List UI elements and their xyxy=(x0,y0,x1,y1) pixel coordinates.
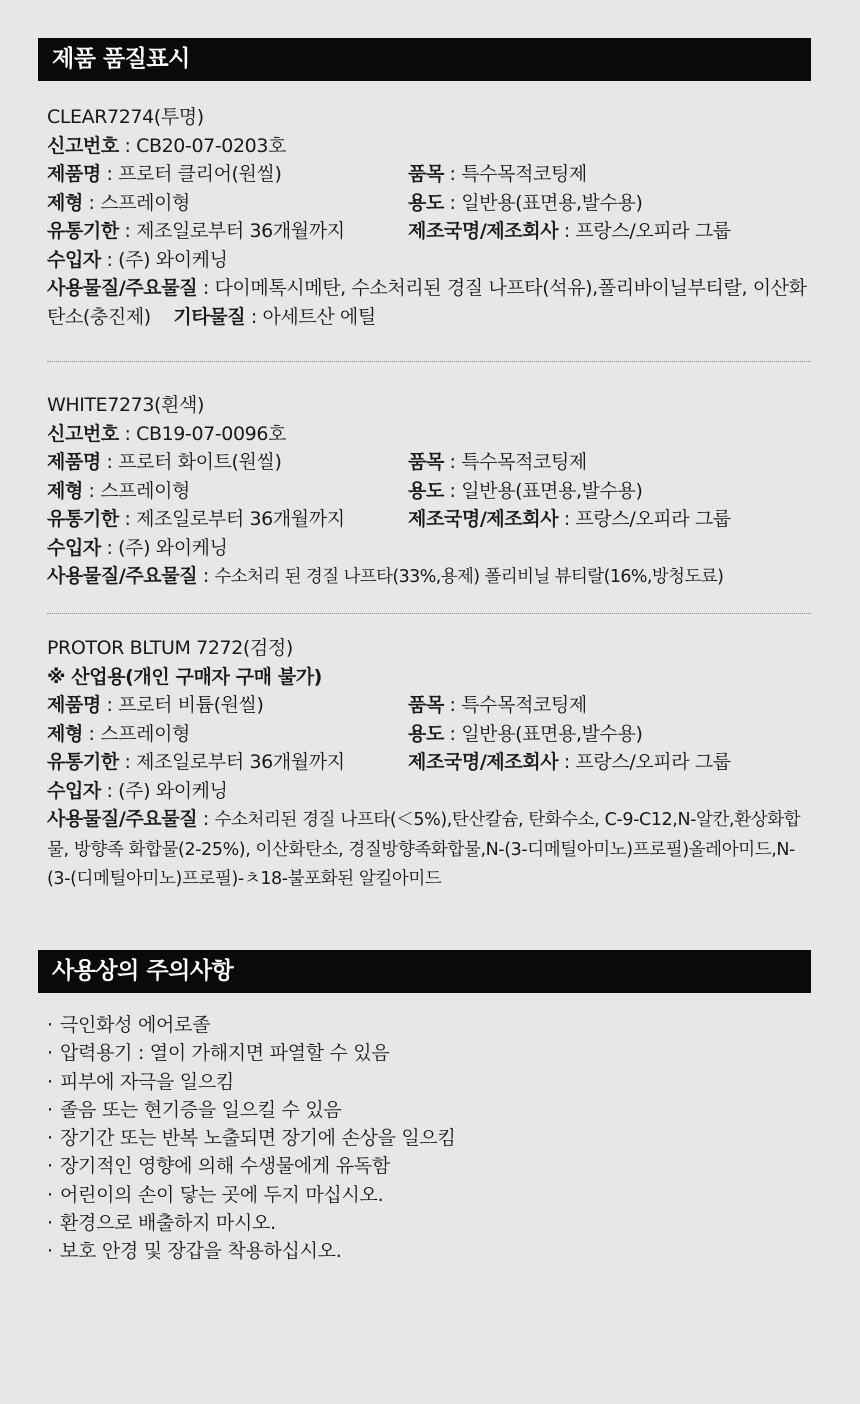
list-item: · 보호 안경 및 장갑을 착용하십시오. xyxy=(47,1240,342,1263)
report-number-line: 신고번호 : CB19-07-0096호 xyxy=(47,422,286,445)
importer-value: (주) 와이케닝 xyxy=(118,779,228,802)
item-value: 특수목적코팅제 xyxy=(461,163,587,185)
maker-value: 프랑스/오피라 그룹 xyxy=(575,508,731,530)
report-number-label: 신고번호 xyxy=(47,422,119,445)
use-label: 용도 xyxy=(408,191,444,214)
info-row: 제품명 : 프로터 비튬(원씰) 품목 : 특수목적코팅제 xyxy=(47,694,587,716)
expiry-label: 유통기한 xyxy=(47,220,119,242)
info-row: 유통기한 : 제조일로부터 36개월까지 제조국명/제조회사 : 프랑스/오피라 그룹 xyxy=(47,751,731,773)
substances-value: 다이메톡시메탄, 수소처리된 경질 나프타(석유),폴리바이닐부티랄, 이산화탄소(충진제) xyxy=(47,277,807,328)
expiry-value: 제조일로부터 36개월까지 xyxy=(136,508,345,530)
use-label: 용도 xyxy=(408,722,444,745)
use-value: 일반용(표면용,발수용) xyxy=(461,479,643,502)
expiry-label: 유통기한 xyxy=(47,751,119,773)
info-row: 제형 : 스프레이형 용도 : 일반용(표면용,발수용) xyxy=(47,722,643,745)
list-item: · 졸음 또는 현기증을 일으킬 수 있음 xyxy=(47,1098,342,1121)
importer-label: 수입자 xyxy=(47,248,101,271)
report-number-label: 신고번호 xyxy=(47,134,119,157)
form-label: 제형 xyxy=(47,722,83,745)
precautions-title: 사용상의 주의사항 xyxy=(52,958,234,984)
expiry-value: 제조일로부터 36개월까지 xyxy=(136,751,345,773)
item-value: 특수목적코팅제 xyxy=(461,694,587,716)
maker-value: 프랑스/오피라 그룹 xyxy=(575,751,731,773)
product-name-value: 프로터 클리어(원씰) xyxy=(118,163,282,185)
info-row: 유통기한 : 제조일로부터 36개월까지 제조국명/제조회사 : 프랑스/오피라 그룹 xyxy=(47,508,731,530)
form-label: 제형 xyxy=(47,479,83,502)
form-label: 제형 xyxy=(47,191,83,214)
report-number-value: CB20-07-0203호 xyxy=(136,134,286,157)
product-name-value: 프로터 화이트(원씰) xyxy=(118,451,282,473)
maker-label: 제조국명/제조회사 xyxy=(408,751,559,773)
precautions-list xyxy=(47,1011,817,1266)
use-value: 일반용(표면용,발수용) xyxy=(461,722,643,745)
expiry-label: 유통기한 xyxy=(47,508,119,530)
product-name-label: 제품명 xyxy=(47,694,101,716)
form-value: 스프레이형 xyxy=(100,191,190,214)
product-name: PROTOR BLTUM 7272(검정) xyxy=(47,637,293,659)
importer-line: 수입자 : (주) 와이케닝 xyxy=(47,536,228,559)
substances-label: 사용물질/주요물질 xyxy=(47,808,198,830)
info-row: 유통기한 : 제조일로부터 36개월까지 제조국명/제조회사 : 프랑스/오피라 그룹 xyxy=(47,220,731,242)
importer-value: (주) 와이케닝 xyxy=(118,248,228,271)
info-row: 제품명 : 프로터 클리어(원씰) 품목 : 특수목적코팅제 xyxy=(47,163,587,185)
info-row: 제형 : 스프레이형 용도 : 일반용(표면용,발수용) xyxy=(47,191,643,214)
product-name-value: 프로터 비튬(원씰) xyxy=(118,694,264,716)
info-row: 제형 : 스프레이형 용도 : 일반용(표면용,발수용) xyxy=(47,479,643,502)
importer-label: 수입자 xyxy=(47,536,101,559)
use-value: 일반용(표면용,발수용) xyxy=(461,191,643,214)
other-substances-label: 기타물질 xyxy=(173,305,246,328)
item-label: 품목 xyxy=(408,694,444,716)
substances-label: 사용물질/주요물질 xyxy=(47,277,198,299)
section-divider xyxy=(47,613,811,614)
report-number-value: CB19-07-0096호 xyxy=(136,422,286,445)
form-value: 스프레이형 xyxy=(100,479,190,502)
quality-label-title: 제품 품질표시 xyxy=(52,46,190,72)
list-item: · 장기적인 영향에 의해 수생물에게 유독함 xyxy=(47,1155,390,1178)
product-block-clear xyxy=(47,103,817,331)
form-value: 스프레이형 xyxy=(100,722,190,745)
section-divider xyxy=(47,361,811,362)
list-item: · 어린이의 손이 닿는 곳에 두지 마십시오. xyxy=(47,1183,384,1206)
other-substances-value: 아세트산 에틸 xyxy=(262,305,376,328)
item-label: 품목 xyxy=(408,451,444,473)
maker-value: 프랑스/오피라 그룹 xyxy=(575,220,731,242)
substances-label: 사용물질/주요물질 xyxy=(47,565,198,587)
precautions-header xyxy=(38,950,811,993)
expiry-value: 제조일로부터 36개월까지 xyxy=(136,220,345,242)
product-name-label: 제품명 xyxy=(47,451,101,473)
substances-line: 사용물질/주요물질 : 수소처리된 경질 나프타(＜5%),탄산칼슘, 탄화수소, C-9-C12,N-알칸,환상화합물, 방향족 화합물(2-25%), 이산화탄소, 경질방향족화합물,N-(3-디메틸아미노)프로필)올레아미드,N-(3-(디메틸아미노)프로필)-ㅊ18-불포화된 알킬아미드 xyxy=(47,808,801,889)
info-row: 제품명 : 프로터 화이트(원씰) 품목 : 특수목적코팅제 xyxy=(47,451,587,473)
importer-value: (주) 와이케닝 xyxy=(118,536,228,559)
substances-value: 수소처리 된 경질 나프타(33%,용제) 폴리비닐 뷰티랄(16%,방청도료) xyxy=(214,567,724,587)
importer-line: 수입자 : (주) 와이케닝 xyxy=(47,779,228,802)
substances-value: 수소처리된 경질 나프타(＜5%),탄산칼슘, 탄화수소, C-9-C12,N-알칸,환상화합물, 방향족 화합물(2-25%), 이산화탄소, 경질방향족화합물,N-(3-디메틸아미노)프로필)올레아미드,N-(3-(디메틸아미노)프로필)-ㅊ18-불포화된 알킬아미드 xyxy=(47,810,801,889)
product-name: WHITE7273(흰색) xyxy=(47,394,204,416)
substances-line: 사용물질/주요물질 : 다이메톡시메탄, 수소처리된 경질 나프타(석유),폴리바이닐부티랄, 이산화탄소(충진제) 기타물질 : 아세트산 에틸 xyxy=(47,277,807,328)
list-item: · 압력용기 : 열이 가해지면 파열할 수 있음 xyxy=(47,1042,390,1065)
list-item: · 피부에 자극을 일으킴 xyxy=(47,1070,234,1093)
item-value: 특수목적코팅제 xyxy=(461,451,587,473)
industrial-use-notice: ※ 산업용(개인 구매자 구매 불가) xyxy=(47,665,322,688)
quality-label-header xyxy=(38,38,811,81)
importer-line: 수입자 : (주) 와이케닝 xyxy=(47,248,228,271)
use-label: 용도 xyxy=(408,479,444,502)
importer-label: 수입자 xyxy=(47,779,101,802)
report-number-line: 신고번호 : CB20-07-0203호 xyxy=(47,134,286,157)
maker-label: 제조국명/제조회사 xyxy=(408,220,559,242)
list-item: · 환경으로 배출하지 마시오. xyxy=(47,1212,276,1235)
item-label: 품목 xyxy=(408,163,444,185)
product-block-white xyxy=(47,391,817,592)
list-item: · 장기간 또는 반복 노출되면 장기에 손상을 일으킴 xyxy=(47,1127,456,1150)
list-item: · 극인화성 에어로졸 xyxy=(47,1014,211,1036)
product-name-label: 제품명 xyxy=(47,163,101,185)
product-name: CLEAR7274(투명) xyxy=(47,106,204,128)
substances-line: 사용물질/주요물질 : 수소처리 된 경질 나프타(33%,용제) 폴리비닐 뷰티랄(16%,방청도료) xyxy=(47,565,724,587)
maker-label: 제조국명/제조회사 xyxy=(408,508,559,530)
product-block-bltum xyxy=(47,634,817,894)
